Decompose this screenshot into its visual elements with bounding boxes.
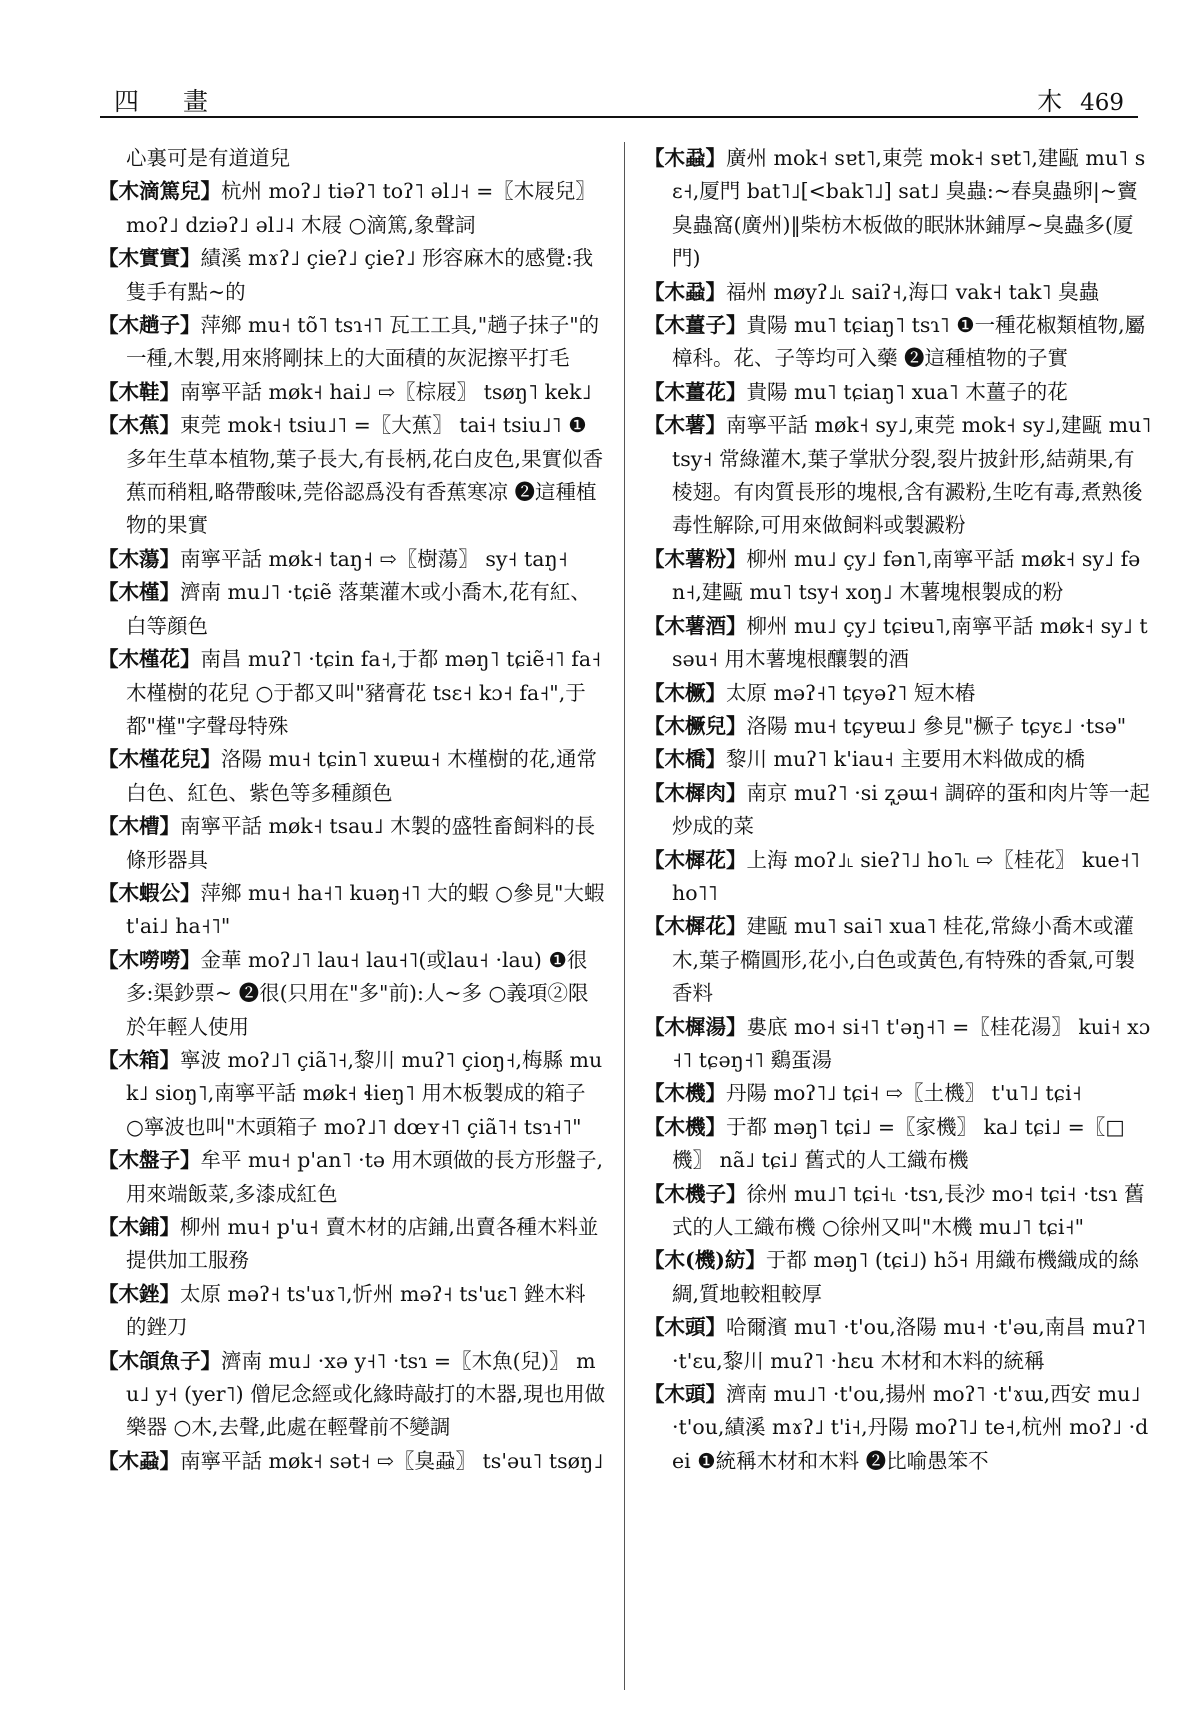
page-number: 469 (1080, 90, 1124, 116)
entry-headword: 【木槿】 (98, 580, 180, 605)
entry-definition: 南寧平話 møk˧ taŋ˧ ⇨〖樹蕩〗 sy˧ taŋ˧ (180, 546, 568, 571)
dictionary-entry (644, 610, 1152, 677)
entry-headword: 【木薑子】 (644, 313, 747, 338)
entry-headword: 【木蝨】 (644, 146, 726, 170)
dictionary-entry (98, 142, 606, 175)
dictionary-entry (98, 944, 606, 1044)
entry-headword: 【木盤子】 (98, 1148, 201, 1173)
entry-definition: 貴陽 mu˥ tɕiaŋ˥ xua˥ 木薑子的花 (746, 379, 1068, 404)
dictionary-entry (644, 409, 1152, 543)
entry-headword: 【木薑花】 (644, 379, 747, 404)
dictionary-entry (644, 142, 1152, 276)
dictionary-entry (644, 677, 1152, 710)
entry-definition: 牟平 mu˧ p'an˥ ·tə 用木頭做的長方形盤子,用來端飯菜,多漆成紅色 (126, 1148, 604, 1206)
dictionary-entry (644, 1077, 1152, 1110)
entry-headword: 【木薯粉】 (644, 546, 747, 571)
dictionary-entry (644, 1111, 1152, 1178)
entry-definition: 黎川 muʔ˥ k'iau˧ 主要用木料做成的橋 (726, 747, 1085, 772)
entry-definition: 丹陽 moʔ˥˩ tɕi˧ ⇨〖土機〗 t'u˥˩ tɕi˧ (726, 1081, 1082, 1106)
entry-headword: 【木箱】 (98, 1047, 180, 1072)
entry-definition: 婁底 mo˧ si˧˥ t'əŋ˧˥ =〖桂花湯〗 kui˧ xɔ˧˥ tɕəŋ˧˥ 鷄蛋湯 (672, 1014, 1151, 1072)
entry-headword: 【木趟子】 (98, 313, 201, 338)
dictionary-entry (644, 1244, 1152, 1311)
column-divider (624, 142, 625, 1690)
entry-definition: 福州 møyʔ˩˪ saiʔ˧,海口 vak˧ tak˥ 臭蟲 (726, 279, 1100, 304)
dictionary-entry (644, 777, 1152, 844)
dictionary-entry (644, 910, 1152, 1010)
entry-headword: 【木機】 (644, 1081, 726, 1106)
dictionary-entry (98, 877, 606, 944)
entry-definition: 南京 muʔ˥ ·si ʐ̩əɯ˧ 調碎的蛋和肉片等一起炒成的菜 (672, 780, 1150, 839)
entry-headword: 【木頭】 (644, 1315, 726, 1340)
entry-headword: 【木橛】 (644, 680, 726, 705)
dictionary-entry (98, 1144, 606, 1211)
entry-definition: 南寧平話 møk˧ tsau˩ 木製的盛牲畜飼料的長條形器具 (126, 814, 596, 872)
entry-definition: 濟南 mu˩ ·xə y˧˥ ·tsɿ =〖木魚(兒)〗 mu˩ y˧ (yer˥) 僧尼念經或化緣時敲打的木器,現也用做樂器 ○木,去聲,此處在輕聲前不變調 (126, 1348, 606, 1440)
dictionary-entry (98, 743, 606, 810)
entry-headword: 【木機】 (644, 1114, 726, 1139)
dictionary-entry (644, 1378, 1152, 1478)
dictionary-entry (98, 1044, 606, 1144)
entry-headword: 【木槿花兒】 (98, 747, 221, 772)
entry-headword: 【木樨花】 (644, 847, 747, 872)
dictionary-entry (98, 576, 606, 643)
dictionary-entry (98, 376, 606, 409)
radical-label: 木 (1037, 87, 1063, 116)
entry-headword: 【木槽】 (98, 814, 180, 839)
dictionary-entry (644, 710, 1152, 743)
dictionary-entry (644, 1311, 1152, 1378)
entry-definition: 東莞 mok˧ tsiu˩˥ =〖大蕉〗 tai˧ tsiu˩˥ ❶多年生草本植物,葉子長大,有長柄,花白皮色,果實似香蕉而稍粗,略帶酸味,莞俗認爲没有香蕉寒凉 ❷這種植物的果實 (126, 413, 604, 538)
entry-definition: 績溪 mɤʔ˩ çieʔ˩ çieʔ˩ 形容麻木的感覺:我隻手有點~的 (126, 246, 594, 304)
entry-definition: 貴陽 mu˥ tɕiaŋ˥ tsɿ˥ ❶一種花椒類植物,屬樟科。花、子等均可入藥 ❷這種植物的子實 (672, 313, 1146, 371)
page-header (100, 76, 1138, 118)
entry-definition: 廣州 mok˧ sɐt˥,東莞 mok˧ sɐt˥,建甌 mu˥ sɛ˧,厦門 bat˥˩[<bak˥˩] sat˩ 臭蟲:~春臭蟲卵|~竇臭蟲窩(廣州)‖柴枋木板做的眠牀牀鋪厚~臭蟲多(厦門) (672, 146, 1146, 271)
entry-definition: 于都 məŋ˥ (tɕi˩) hɔ̃˧ 用織布機織成的絲綢,質地較粗較厚 (672, 1248, 1140, 1306)
entry-definition: 南昌 muʔ˥ ·tɕin fa˧,于都 məŋ˥ tɕiẽ˧˥ fa˧ 木槿樹的花兒 ○于都又叫"豬膏花 tsɛ˧ kɔ˧ fa˧",于都"槿"字聲母特殊 (126, 647, 602, 738)
entry-headword: 【木頭】 (644, 1382, 726, 1407)
dictionary-entry (644, 543, 1152, 610)
entry-definition: 濟南 mu˩˥ ·tɕiẽ 落葉灌木或小喬木,花有紅、白等顔色 (126, 580, 591, 638)
entry-definition: 建甌 mu˥ sai˥ xua˥ 桂花,常綠小喬木或灌木,葉子橢圓形,花小,白色或黃色,有特殊的香氣,可製香料 (672, 914, 1136, 1006)
dictionary-entry (644, 1011, 1152, 1078)
dictionary-entry (98, 242, 606, 309)
dictionary-entry (98, 309, 606, 376)
dictionary-entry (98, 543, 606, 576)
section-label: 四 畫 (114, 87, 226, 116)
entry-headword: 【木樨湯】 (644, 1014, 747, 1039)
entry-headword: 【木橋】 (644, 747, 726, 772)
entry-definition: 南寧平話 møk˧ sət˧ ⇨〖臭蝨〗 ts'əu˥ tsøŋ˩ (180, 1448, 604, 1473)
dictionary-entry (644, 844, 1152, 911)
entry-definition: 上海 moʔ˩˪ sieʔ˥˩ ho˥˪ ⇨〖桂花〗 kue˧˥ ho˥˥ (672, 847, 1140, 905)
dictionary-entry (644, 309, 1152, 376)
entry-headword: 【木(機)紡】 (644, 1248, 766, 1273)
entry-definition: 柳州 mu˩ çy˩ tɕiɐu˥,南寧平話 møk˧ sy˩ tsəu˧ 用木薯塊根釀製的酒 (672, 613, 1148, 672)
entry-headword: 【木鞋】 (98, 379, 180, 404)
entry-definition: 金華 moʔ˩˥ lau˧ lau˧˥(或lau˧ ·lau) ❶很多:渠鈔票~ ❷很(只用在"多"前):人~多 ○義項②限於年輕人使用 (126, 947, 589, 1039)
entry-definition: 南寧平話 møk˧ sy˩,東莞 mok˧ sy˩,建甌 mu˥ tsy˧ 常綠灌木,葉子掌狀分裂,裂片披針形,結蒴果,有棱翅。有肉質長形的塊根,含有澱粉,生吃有毒,煮熟後毒性解除,可用來做飼料或製澱粉 (672, 413, 1152, 538)
entry-headword: 【木樨肉】 (644, 780, 747, 805)
entry-definition: 心裏可是有道道兒 (126, 146, 290, 170)
dictionary-entry (98, 1278, 606, 1345)
entry-definition: 南寧平話 møk˧ hai˩ ⇨〖棕屐〗 tsøŋ˥ kek˩ (180, 379, 592, 404)
dictionary-entry (644, 743, 1152, 776)
entry-definition: 寧波 moʔ˩˥ çiã˥˧,黎川 muʔ˥ çioŋ˧,梅縣 muk˩ sioŋ˥,南寧平話 møk˧ ɬieŋ˥ 用木板製成的箱子 ○寧波也叫"木頭箱子 moʔ˩˥ dœʏ˧˥ çiã˥˧ tsɿ˧˥" (126, 1047, 603, 1139)
entry-headword: 【木蕩】 (98, 546, 180, 571)
running-head (1037, 82, 1124, 118)
entry-headword: 【木薯】 (644, 413, 726, 438)
entry-headword: 【木橛兒】 (644, 713, 747, 738)
dictionary-entry (98, 810, 606, 877)
entry-headword: 【木蝦公】 (98, 880, 201, 905)
entry-headword: 【木頜魚子】 (98, 1348, 221, 1373)
entry-definition: 徐州 mu˩˥ tɕi˧˪ ·tsɿ,長沙 mo˧ tɕi˧ ·tsɿ 舊式的人工織布機 ○徐州又叫"木機 mu˩˥ tɕi˧" (672, 1181, 1145, 1239)
dictionary-entry (98, 1445, 606, 1478)
dictionary-entry (98, 409, 606, 543)
entry-definition: 萍鄉 mu˧ tõ˥ tsɿ˧˥ 瓦工工具,"趟子抹子"的一種,木製,用來將剛抹上的大面積的灰泥擦平打毛 (126, 313, 600, 371)
entry-headword: 【木機子】 (644, 1181, 747, 1206)
entry-definition: 于都 məŋ˥ tɕi˩ =〖家機〗 ka˩ tɕi˩ =〖□機〗 nã˩ tɕi˩ 舊式的人工織布機 (672, 1114, 1125, 1173)
entry-definition: 柳州 mu˩ çy˩ fən˥,南寧平話 møk˧ sy˩ fən˧,建甌 mu˥ tsy˧ xoŋ˩ 木薯塊根製成的粉 (672, 546, 1141, 605)
entry-definition: 太原 məʔ˧˥ tɕyəʔ˥ 短木樁 (726, 680, 976, 705)
entry-headword: 【木銼】 (98, 1281, 180, 1306)
entry-definition: 濟南 mu˩˥ ·t'ou,揚州 moʔ˥ ·t'ɤɯ,西安 mu˩ ·t'ou,績溪 mɤʔ˩ t'i˧,丹陽 moʔ˥˩ te˧,杭州 moʔ˩ ·dei ❶統稱木材和木料 ❷比喻愚笨不 (672, 1382, 1149, 1473)
entry-headword: 【木嘮嘮】 (98, 947, 201, 972)
entry-definition: 洛陽 mu˧ tɕyɐɯ˩ 參見"橛子 tɕyɛ˩ ·tsə" (746, 713, 1127, 738)
entry-headword: 【木鋪】 (98, 1215, 180, 1239)
entry-headword: 【木蕉】 (98, 413, 180, 438)
entry-headword: 【木槿花】 (98, 647, 201, 672)
entry-headword: 【木蝨】 (98, 1448, 180, 1473)
dictionary-entry (644, 376, 1152, 409)
dictionary-entry (644, 1178, 1152, 1245)
left-column (98, 142, 606, 1478)
dictionary-entry (98, 1211, 606, 1278)
entry-headword: 【木滴篤兒】 (98, 179, 221, 204)
entry-definition: 杭州 moʔ˩ tiəʔ˥ toʔ˥ əl˩˧ =〖木屐兒〗 moʔ˩ dziəʔ˩ əl˩˨ 木屐 ○滴篤,象聲詞 (126, 179, 596, 237)
dictionary-entry (98, 175, 606, 242)
dictionary-entry (98, 643, 606, 743)
entry-definition: 洛陽 mu˧ tɕin˥ xuɐɯ˧ 木槿樹的花,通常白色、紅色、紫色等多種顔色 (126, 747, 597, 805)
right-column (644, 142, 1152, 1478)
entry-headword: 【木蝨】 (644, 279, 726, 304)
entry-definition: 太原 məʔ˧ ts'uɤ˥,忻州 məʔ˧ ts'uɛ˥ 銼木料的銼刀 (126, 1281, 586, 1340)
entry-headword: 【木樨花】 (644, 914, 747, 939)
entry-headword: 【木實實】 (98, 246, 201, 271)
entry-definition: 萍鄉 mu˧ ha˧˥ kuəŋ˧˥ 大的蝦 ○參見"大蝦 t'ai˩ ha˧˥" (126, 880, 605, 939)
dictionary-entry (644, 276, 1152, 309)
dictionary-entry (98, 1345, 606, 1445)
entry-definition: 柳州 mu˧ p'u˧ 賣木材的店鋪,出賣各種木料並提供加工服務 (126, 1215, 599, 1273)
entry-headword: 【木薯酒】 (644, 613, 747, 638)
entry-definition: 哈爾濱 mu˥ ·t'ou,洛陽 mu˧ ·t'əu,南昌 muʔ˥ ·t'ɛu,黎川 muʔ˥ ·hɛu 木材和木料的統稱 (672, 1315, 1147, 1373)
